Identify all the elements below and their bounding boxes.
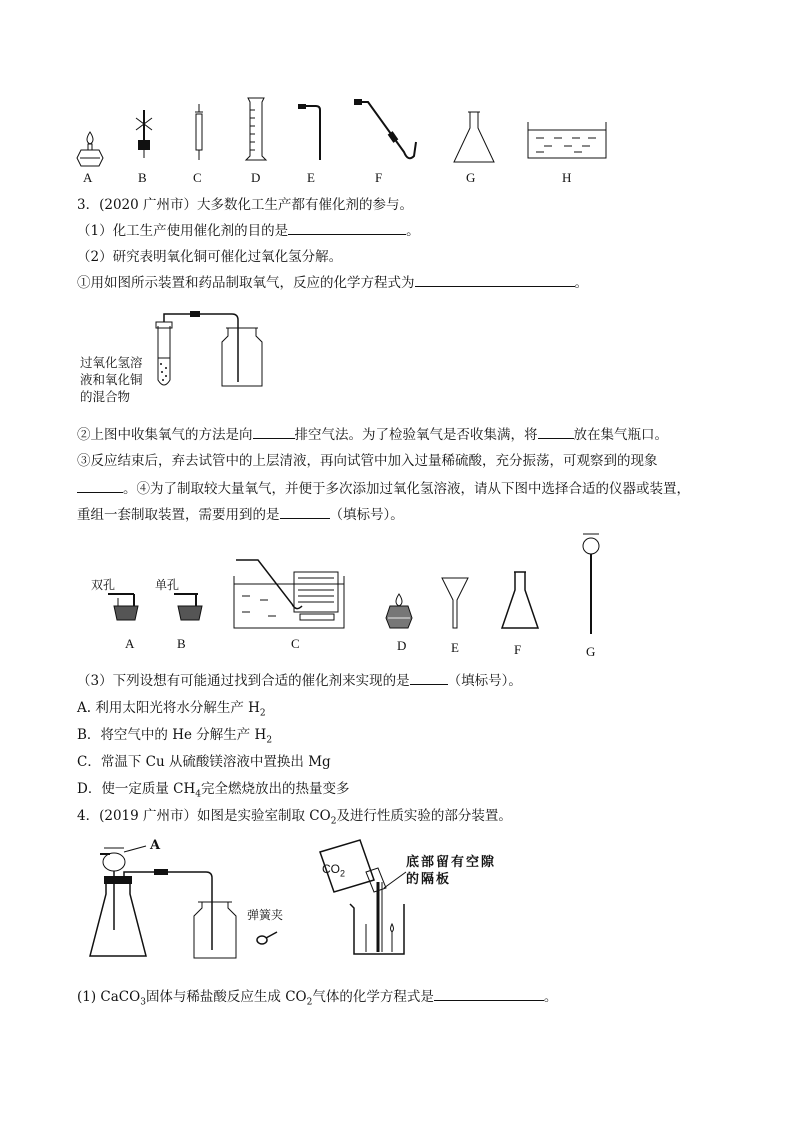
co2-pouring-beaker-icon [308,838,408,958]
spring-clip-label: 弹簧夹 [247,908,284,922]
q3-intro: 3．(2020 广州市）大多数化工生产都有催化剂的参与。 [77,197,414,213]
q3-part1: （1）化工生产使用催化剂的目的是 。 [77,223,420,239]
answer-blank[interactable] [434,999,544,1001]
fig2-label-a: A [125,636,135,651]
fig2-label-c: C [291,636,300,651]
q3-option-d: D．使一定质量 $CH_4$完全燃烧放出的热量变多 [77,781,350,800]
partition-note: 底部留有空隙 的隔板 [406,855,497,887]
thistle-funnel-icon [579,530,603,636]
q4-part1: (1) CaCO$_3$固体与稀盐酸反应生成 $CO_2$气体的化学方程式是 。 [77,989,558,1008]
fig-label-a: A [83,170,93,185]
spring-clip-icon [255,930,279,946]
fig2-label-d: D [397,638,407,653]
q3-step2: ②上图中收集氧气的方法是向 排空气法。为了检验氧气是否收集满，将 放在集气瓶口。 [77,427,668,443]
funnel-label: A [150,838,161,853]
q4-intro: 4．(2019 广州市）如图是实验室制取 $CO_2$及进行性质实验的部分装置。 [77,808,512,827]
flask-gas-bottle-icon [86,842,246,962]
two-hole-tag: 双孔 [91,578,116,592]
q3-part2: （2）研究表明氧化铜可催化过氧化氢分解。 [77,249,343,265]
fig2-label-e: E [451,640,459,655]
co2-label: $CO_2$ [322,862,346,879]
water-trough-setup-icon [232,556,350,632]
one-hole-stopper-icon [168,590,212,626]
fig-label-b: B [138,170,147,185]
graduated-cylinder-icon [244,96,268,162]
answer-blank[interactable] [288,233,406,235]
syringe-icon [192,104,206,162]
q3-option-b: B．将空气中的 He 分解生产 $H_2$ [77,727,273,746]
answer-blank[interactable] [538,437,574,439]
alcohol-lamp-icon [75,128,105,168]
conical-flask-icon [452,110,496,164]
one-hole-tag: 单孔 [155,578,180,592]
fig-label-h: H [562,170,572,185]
fig-label-g: G [466,170,476,185]
answer-blank[interactable] [415,285,575,287]
test-tube-gas-bottle-icon [152,310,282,390]
answer-blank[interactable] [410,683,448,685]
stopper-funnel-icon [131,110,157,160]
bent-tube-icon [296,102,330,162]
long-bent-tube-icon [352,96,422,166]
answer-blank[interactable] [77,491,123,493]
alcohol-lamp-icon [382,592,416,632]
fig2-label-b: B [177,636,186,651]
q3-option-a: A. 利用太阳光将水分解生产 $H_2$ [77,700,266,719]
water-trough-icon [526,120,608,160]
fig2-label-g: G [586,644,596,659]
fig-label-c: C [193,170,202,185]
q3-option-c: C．常温下 Cu 从硫酸镁溶液中置换出 Mg [77,754,331,770]
fig2-label-f: F [514,642,522,657]
fig-label-d: D [251,170,261,185]
fig-label-f: F [375,170,383,185]
answer-blank[interactable] [280,517,330,519]
conical-flask-icon [500,570,540,632]
q3-step3-cont: 。④为了制取较大量氧气，并便于多次添加过氧化氢溶液，请从下图中选择合适的仪器或装置， [77,477,690,497]
answer-blank[interactable] [253,437,295,439]
figure-caption: 过氧化氢溶 液和氧化铜 的混合物 [80,355,143,404]
two-hole-stopper-icon [104,590,148,626]
q3-step3: ③反应结束后，弃去试管中的上层清液，再向试管中加入过量稀硫酸，充分振荡，可观察到的现象 [77,453,658,469]
fig-label-e: E [307,170,315,185]
q3-step4: 重组一套制取装置，需要用到的是 （填标号）。 [77,507,404,523]
q3-step1: ①用如图所示装置和药品制取氧气，反应的化学方程式为 。 [77,275,588,291]
funnel-icon [440,574,470,630]
q3-part3: （3）下列设想有可能通过找到合适的催化剂来实现的是 （填标号）。 [77,673,522,689]
note-pointer-line [382,870,412,890]
